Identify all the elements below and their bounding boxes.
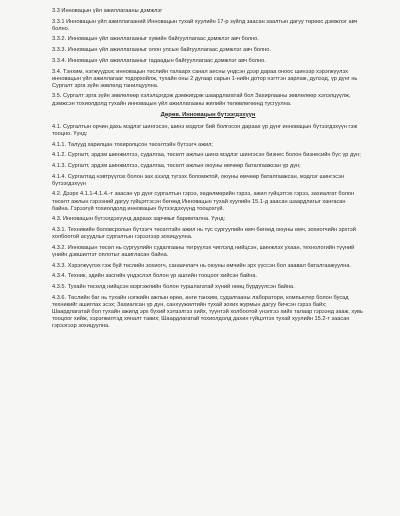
paragraph-4-3-4: 4.3.4. Техник, эдийн засгийн үндэслэл болон үр ашгийн тооцоог хийсэн байна. [52,273,258,280]
paragraph-3-3-1: 3.3.1 Инновацын үйл ажиллагааний Инновацын тухай хуулийн 17-р зүйлд заасан заалтын дагуу төрөөс дэмжлэг авч болно. [52,18,358,32]
paragraph-3-3-4: 3.3.4. Инновацын үйл ажиллагааныг гадаадын байгууллагаас дэмжлэг авч болно. [52,57,266,64]
top-section [52,8,364,108]
paragraph-3-3: 3.3 Инновацын үйл ажиллагааны дэмжлэг [52,8,163,14]
paragraph-4-3-2: 4.3.2. Инновацын төсөл нь сургуулийн судалгааны төгрүүлэх чиглэлд нийцсэн, шинжлэх ухаан, технологийн түүний үнийн дэвшилтэт оплотыг ашигласан байна. [52,244,355,258]
paragraph-4-3-3: 4.3.3. Хэрэгжүүлэх гэж буй төслийн зохиогч, санаачлагч нь оюуны өмчийн эрх үүссэн бол заавал баталгаажуулна. [52,262,352,269]
paragraph-3-3-2: 3.3.2. Инновацын үйл ажиллагааныг хувийн байгууллагаас дэмжлэг авч болно. [52,36,259,43]
paragraph-4-2: 4.2. Дээрх 4.1.1-4.1.4.-т заасан үр дүнг сургалтын гэрээ, хөдөлмөрийн гэрээ, ажил гүйцэтгэх гэрээ, захиалгат болон төсөлт ажлын гэрээний дагуу гүйцэтгэсэн бөгөөд Инновацын тухай хуулийн 15.1-д заасан шаардлагыг хангасан байна. Гэрээгүй тохиолдолд инновацын бүтээгдэхүүнд тооцохгүй. [52,191,355,212]
paragraph-4-1-2: 4.1.2. Сургалт, эрдэм шинжилгээ, судалгаа, төсөлт ажлын шинэ мэдлэг шингэсэн бизнес болон бизнесийн бүс үр дүн; [52,152,361,159]
paragraph-3-5: 3.5. Сургалт эрга зүйн зөвлөлөөр хэлэлцэгдэж дэмжигдэж шаардлагатай бол Захирлааны зөвлөлөөр хэлэлцүүлж, дэмжсэн тохиолдолд тухайн инновацын үйл ажиллагааны жилийн төлөвлөгөөнд тусгуулна. [52,93,351,107]
paragraph-4-3: 4.3. Инновацын бүтээгдэхүүнд дараах зарчмыг баримтална. Үүнд: [52,216,226,223]
paragraph-4-3-6: 4.3.6. Төслийн баг нь тухайн нэгжийн ажлын өрөө, анги танхим, судалгааны лаборатори, компьютер болон бусад техникийг ашиглах эсэх; Захиалсан үр дүн, санхүүжилтийн тухай зохих журмын дагуу бичсэн гэрээ байх; Шаардлагатай бол тухайн ажилд эрх бүхий хэлзэлгээ хийх, түүнтэй холбоотой үнэлгээ хийх талаар гэрээнд зааж, хувь тооцоог хийж, хэрэгжилтэд хяналт тавих; Шаардлагатай тохиолдолд дахин гүйцэтгэх тухай хуулийн 15.2-т заасан гэрээгээр зохицуулна. [52,294,363,329]
paragraph-4-1-1: 4.1.1. Талууд харилцан тохиролцсон төсөлтэйн бүтээгч ажил; [52,141,213,148]
paragraph-4-1-3: 4.1.3. Сургалт, эрдэм шинжилгээ, судалгаа, төсөлт ажлын оюуны өмчөөр баталгаажсан үр дүн; [52,162,301,169]
paragraph-4-3-5: 4.3.5. Тухайн төсөлд нийцсэн мэргэжлийн болон туршлагатай хүний нөөц бүрдүүлсэн байна. [52,283,295,290]
section-heading: Дөрөв. Инновацын бүтээгдэхүүн [160,111,256,118]
paragraph-3-4: 3.4. Тэнхим, нэгжүүдээс инновацын төслийн талаарх санал аесны үндсэн дээр дараа оноос шинээр хэрэгжүүлэх инновацын үйл ажиллагааг тодорхойлж, тухайн оны 2 дугаар сарын 1-нийн дотор нэгтгэн зарлаж, дулээд, үр дүнг нь Сургалт эрга зүйн зөвлөлд танилцуулна. [52,68,358,89]
paragraph-4-3-1: 4.3.1. Техникийн боловсролын бүтээгч төсөлтэйн ажил нь түс сургуулийн өмч бөгөөд оюуны өмч, зохиогчийн эрхтэй холбоотой асуудлыг сургалтын гэрээгээр зохицуулна. [52,226,356,241]
paragraph-4-1: 4.1. Сургалтын орчин дахь мэдлэг шингэсэн, шинэ мэдлэг бий болгосон дараах үр дүнг инновацын бүтээгдэхүүн гэж тооцно. Үүнд: [52,123,358,137]
paragraph-4-1-4: 4.1.4. Сургалтад нэвтрүүлэх болон зах зээлд түгээх боломжтой, оюуны өмчөөр баталгаажсан, мэдлэг шингэсэн бүтээгдэхүүн [52,173,345,187]
paragraph-3-3-3: 3.3.3. Инновацын үйл ажиллагааныг олон улсын байгууллагаас дэмжлэг авч болно. [52,47,271,54]
bottom-section [52,124,364,330]
